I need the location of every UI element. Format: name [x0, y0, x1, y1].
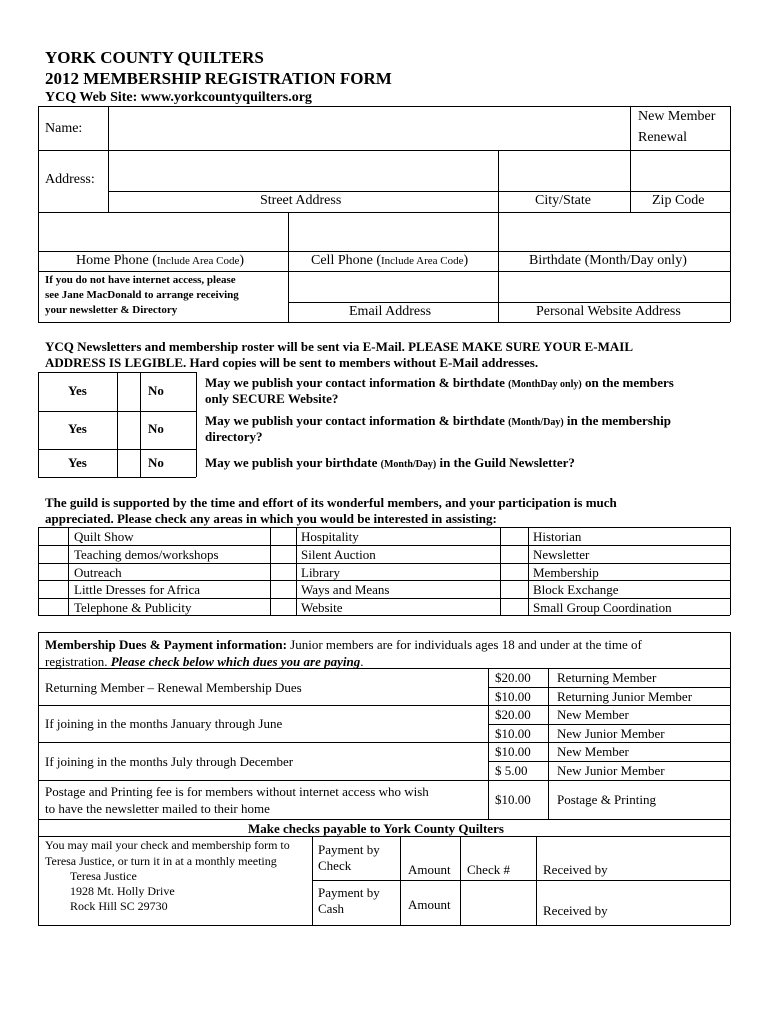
payment-cash-label-1: Payment by: [318, 885, 380, 900]
payment-check-label-2: Check: [318, 858, 352, 873]
treasurer-city: Rock Hill SC 29730: [70, 899, 168, 913]
q2-no-option[interactable]: No: [148, 421, 164, 436]
check-received-by-label: Received by: [543, 862, 608, 877]
dues-amount[interactable]: $10.00: [495, 726, 531, 741]
postage-label-1: Postage and Printing fee is for members without internet access who wish: [45, 784, 429, 799]
q1-text-cont: only SECURE Website?: [205, 391, 339, 406]
website-line: YCQ Web Site: www.yorkcountyquilters.org: [45, 90, 312, 105]
volunteer-option[interactable]: Outreach: [74, 565, 122, 580]
cell-phone-field[interactable]: [290, 214, 496, 250]
name-label: Name:: [45, 121, 83, 136]
q1-text: May we publish your contact information & birthdate (MonthDay only) on the members: [205, 375, 674, 390]
dues-row-label: If joining in the months July through December: [45, 754, 294, 769]
dues-amount[interactable]: $20.00: [495, 670, 531, 685]
volunteer-option[interactable]: Library: [301, 565, 340, 580]
city-state-field[interactable]: [500, 152, 628, 190]
dues-amount[interactable]: $10.00: [495, 744, 531, 759]
q2-text-cont: directory?: [205, 429, 263, 444]
dues-type: New Member: [557, 744, 629, 759]
payable-to: Make checks payable to York County Quilters: [248, 821, 504, 836]
birthdate-field[interactable]: [500, 214, 728, 250]
volunteer-intro-2: appreciated. Please check any areas in which you would be interested in assisting:: [45, 511, 497, 526]
org-title: YORK COUNTY QUILTERS: [45, 48, 264, 67]
new-member-checkbox[interactable]: [610, 110, 624, 124]
street-address-field[interactable]: [110, 152, 496, 190]
birthdate-label: Birthdate (Month/Day only): [529, 253, 687, 268]
mail-instructions-1: You may mail your check and membership form to: [45, 838, 290, 852]
dues-type: Returning Junior Member: [557, 689, 693, 704]
dues-row-label: If joining in the months January through June: [45, 716, 283, 731]
renewal-checkbox[interactable]: [610, 130, 624, 144]
personal-website-field[interactable]: [500, 273, 728, 301]
dues-instructions: registration. Please check below which dues you are paying.: [45, 654, 364, 669]
dues-title: Membership Dues & Payment information: Junior members are for individuals ages 18 and under at the time of: [45, 637, 642, 652]
volunteer-option[interactable]: Website: [301, 600, 343, 615]
dues-amount[interactable]: $10.00: [495, 689, 531, 704]
home-phone-label: Home Phone (Include Area Code): [76, 253, 245, 268]
dues-type: Returning Member: [557, 670, 657, 685]
newsletter-note-2: ADDRESS IS LEGIBLE. Hard copies will be sent to members without E-Mail addresses.: [45, 355, 539, 370]
volunteer-option[interactable]: Block Exchange: [533, 582, 619, 597]
email-label: Email Address: [349, 304, 432, 319]
mail-instructions-2: Teresa Justice, or turn it in at a monthly meeting: [45, 854, 277, 868]
postage-type: Postage & Printing: [557, 792, 656, 807]
volunteer-option[interactable]: Historian: [533, 529, 582, 544]
no-internet-note-2: see Jane MacDonald to arrange receiving: [45, 289, 239, 301]
volunteer-option[interactable]: Small Group Coordination: [533, 600, 672, 615]
q2-text: May we publish your contact information & birthdate (Month/Day) in the membership: [205, 413, 671, 428]
name-field[interactable]: [110, 108, 628, 148]
volunteer-option[interactable]: Membership: [533, 565, 599, 580]
dues-type: New Junior Member: [557, 763, 665, 778]
no-internet-note-1: If you do not have internet access, please: [45, 274, 236, 286]
volunteer-option[interactable]: Ways and Means: [301, 582, 390, 597]
volunteer-option[interactable]: Silent Auction: [301, 547, 376, 562]
q1-yes-option[interactable]: Yes: [68, 383, 87, 398]
city-state-label: City/State: [535, 193, 591, 208]
postage-amount[interactable]: $10.00: [495, 792, 531, 807]
check-number-label: Check #: [467, 862, 510, 877]
volunteer-option[interactable]: Quilt Show: [74, 529, 134, 544]
q3-no-option[interactable]: No: [148, 455, 164, 470]
renewal-label: Renewal: [638, 130, 687, 145]
q3-text: May we publish your birthdate (Month/Day) in the Guild Newsletter?: [205, 455, 575, 470]
treasurer-street: 1928 Mt. Holly Drive: [70, 884, 175, 898]
treasurer-name: Teresa Justice: [70, 869, 137, 883]
volunteer-option[interactable]: Teaching demos/workshops: [74, 547, 219, 562]
dues-type: New Member: [557, 707, 629, 722]
zip-code-label: Zip Code: [652, 193, 705, 208]
form-title: 2012 MEMBERSHIP REGISTRATION FORM: [45, 69, 392, 88]
dues-row-label: Returning Member – Renewal Membership Dues: [45, 680, 302, 695]
postage-label-2: to have the newsletter mailed to their home: [45, 801, 270, 816]
volunteer-option[interactable]: Hospitality: [301, 529, 359, 544]
q3-yes-option[interactable]: Yes: [68, 455, 87, 470]
volunteer-option[interactable]: Telephone & Publicity: [74, 600, 192, 615]
address-label: Address:: [45, 172, 95, 187]
dues-amount[interactable]: $20.00: [495, 707, 531, 722]
dues-type: New Junior Member: [557, 726, 665, 741]
home-phone-field[interactable]: [40, 214, 286, 250]
zip-code-field[interactable]: [632, 152, 728, 190]
volunteer-option[interactable]: Little Dresses for Africa: [74, 582, 200, 597]
q2-yes-option[interactable]: Yes: [68, 421, 87, 436]
cash-amount-label: Amount: [408, 897, 451, 912]
personal-website-label: Personal Website Address: [536, 304, 681, 319]
volunteer-option[interactable]: Newsletter: [533, 547, 590, 562]
cell-phone-label: Cell Phone (Include Area Code): [311, 253, 469, 268]
payment-check-label-1: Payment by: [318, 842, 380, 857]
payment-cash-label-2: Cash: [318, 901, 344, 916]
cash-received-by-label: Received by: [543, 903, 608, 918]
no-internet-note-3: your newsletter & Directory: [45, 304, 178, 316]
newsletter-note-1: YCQ Newsletters and membership roster will be sent via E-Mail. PLEASE MAKE SURE YOUR E-MAIL: [45, 339, 633, 354]
volunteer-intro-1: The guild is supported by the time and effort of its wonderful members, and your participation is much: [45, 495, 617, 510]
dues-amount[interactable]: $ 5.00: [495, 763, 528, 778]
check-amount-label: Amount: [408, 862, 451, 877]
email-field[interactable]: [290, 273, 496, 301]
new-member-label: New Member: [638, 109, 716, 124]
street-address-label: Street Address: [260, 193, 342, 208]
q1-no-option[interactable]: No: [148, 383, 164, 398]
